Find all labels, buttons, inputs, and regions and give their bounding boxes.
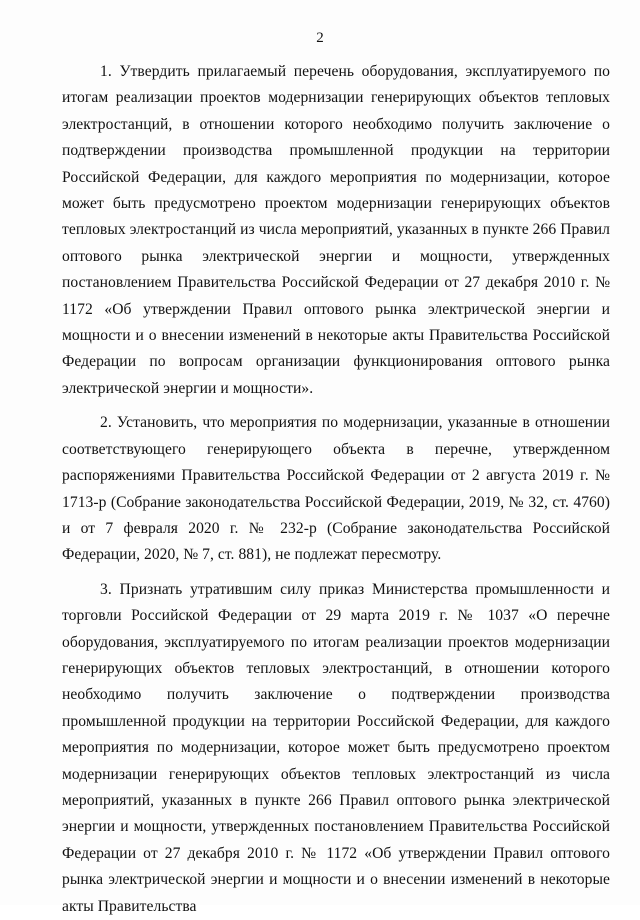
document-body <box>62 59 610 920</box>
paragraph-3: 3. Признать утратившим силу приказ Министерства промышленности и торговли Российской Федерации от 29 марта 2019 г. № 1037 «О перечне оборудования, эксплуатируемого по итогам реализации проектов модернизации генерирующих объектов тепловых электростанций, в отношении которого необходимо получить заключение о подтверждении производства промышленной продукции на территории Российской Федерации, для каждого мероприятия по модернизации, которое может быть предусмотрено проектом модернизации генерирующих объектов тепловых электростанций из числа мероприятий, указанных в пункте 266 Правил оптового рынка электрической энергии и мощности, утвержденных постановлением Правительства Российской Федерации от 27 декабря 2010 г. № 1172 «Об утверждении Правил оптового рынка электрической энергии и мощности и о внесении изменений в некоторые акты Правительства <box>62 580 610 915</box>
page-number: 2 <box>316 30 324 46</box>
paragraph-1: 1. Утвердить прилагаемый перечень оборудования, эксплуатируемого по итогам реализации проектов модернизации генерирующих объектов тепловых электростанций, в отношении которого необходимо получить заключение о подтверждении производства промышленной продукции на территории Российской Федерации, для каждого мероприятия по модернизации, которое может быть предусмотрено проектом модернизации генерирующих объектов тепловых электростанций из числа мероприятий, указанных в пункте 266 Правил оптового рынка электрической энергии и мощности, утвержденных постановлением Правительства Российской Федерации от 27 декабря 2010 г. № 1172 «Об утверждении Правил оптового рынка электрической энергии и мощности и о внесении изменений в некоторые акты Правительства Российской Федерации по вопросам организации функционирования оптового рынка электрической энергии и мощности». <box>62 63 610 397</box>
paragraph-2: 2. Установить, что мероприятия по модернизации, указанные в отношении соответствующего генерирующего объекта в перечне, утвержденном распоряжениями Правительства Российской Федерации от 2 августа 2019 г. № 1713-р (Собрание законодательства Российской Федерации, 2019, № 32, ст. 4760) и от 7 февраля 2020 г. № 232-р (Собрание законодательства Российской Федерации, 2020, № 7, ст. 881), не подлежат пересмотру. <box>62 414 610 564</box>
